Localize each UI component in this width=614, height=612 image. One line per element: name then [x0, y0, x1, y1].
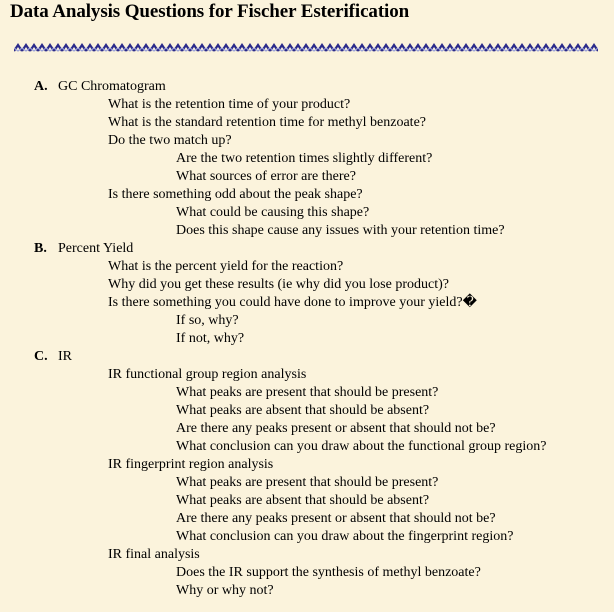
- item-text: Is there something you could have done to improve your yield?�: [108, 295, 477, 310]
- decorative-divider: [14, 43, 598, 53]
- subitem-text: What peaks are present that should be present?: [176, 385, 439, 400]
- subitem-text: What could be causing this shape?: [176, 205, 370, 220]
- item-text: IR final analysis: [108, 547, 200, 562]
- subitem-text: If so, why?: [176, 313, 239, 328]
- item-text: Do the two match up?: [108, 133, 232, 148]
- item-text: IR functional group region analysis: [108, 367, 307, 382]
- page-title: Data Analysis Questions for Fischer Esterification: [10, 1, 410, 22]
- subitem-text: Are the two retention times slightly different?: [176, 151, 433, 166]
- subitem-text: Why or why not?: [176, 583, 274, 598]
- subitem-text: If not, why?: [176, 331, 245, 346]
- subitem-text: What peaks are present that should be present?: [176, 475, 439, 490]
- subitem-text: Does this shape cause any issues with your retention time?: [176, 223, 505, 238]
- section-label: Percent Yield: [58, 241, 134, 256]
- subitem-text: Are there any peaks present or absent that should not be?: [176, 421, 496, 436]
- section-marker: C.: [34, 349, 48, 364]
- item-text: Is there something odd about the peak shape?: [108, 187, 363, 202]
- item-text: What is the standard retention time for methyl benzoate?: [108, 115, 426, 130]
- section-label: GC Chromatogram: [58, 79, 166, 94]
- item-text: What is the percent yield for the reaction?: [108, 259, 344, 274]
- subitem-text: What conclusion can you draw about the fingerprint region?: [176, 529, 514, 544]
- section-label: IR: [58, 349, 72, 364]
- subitem-text: What peaks are absent that should be absent?: [176, 403, 430, 418]
- item-text: Why did you get these results (ie why did you lose product)?: [108, 277, 449, 292]
- subitem-text: What sources of error are there?: [176, 169, 356, 184]
- section-marker: B.: [34, 241, 47, 256]
- subitem-text: What conclusion can you draw about the functional group region?: [176, 439, 547, 454]
- item-text: What is the retention time of your product?: [108, 97, 351, 112]
- section-marker: A.: [34, 79, 48, 94]
- subitem-text: Are there any peaks present or absent that should not be?: [176, 511, 496, 526]
- item-text: IR fingerprint region analysis: [108, 457, 274, 472]
- subitem-text: What peaks are absent that should be absent?: [176, 493, 430, 508]
- subitem-text: Does the IR support the synthesis of methyl benzoate?: [176, 565, 481, 580]
